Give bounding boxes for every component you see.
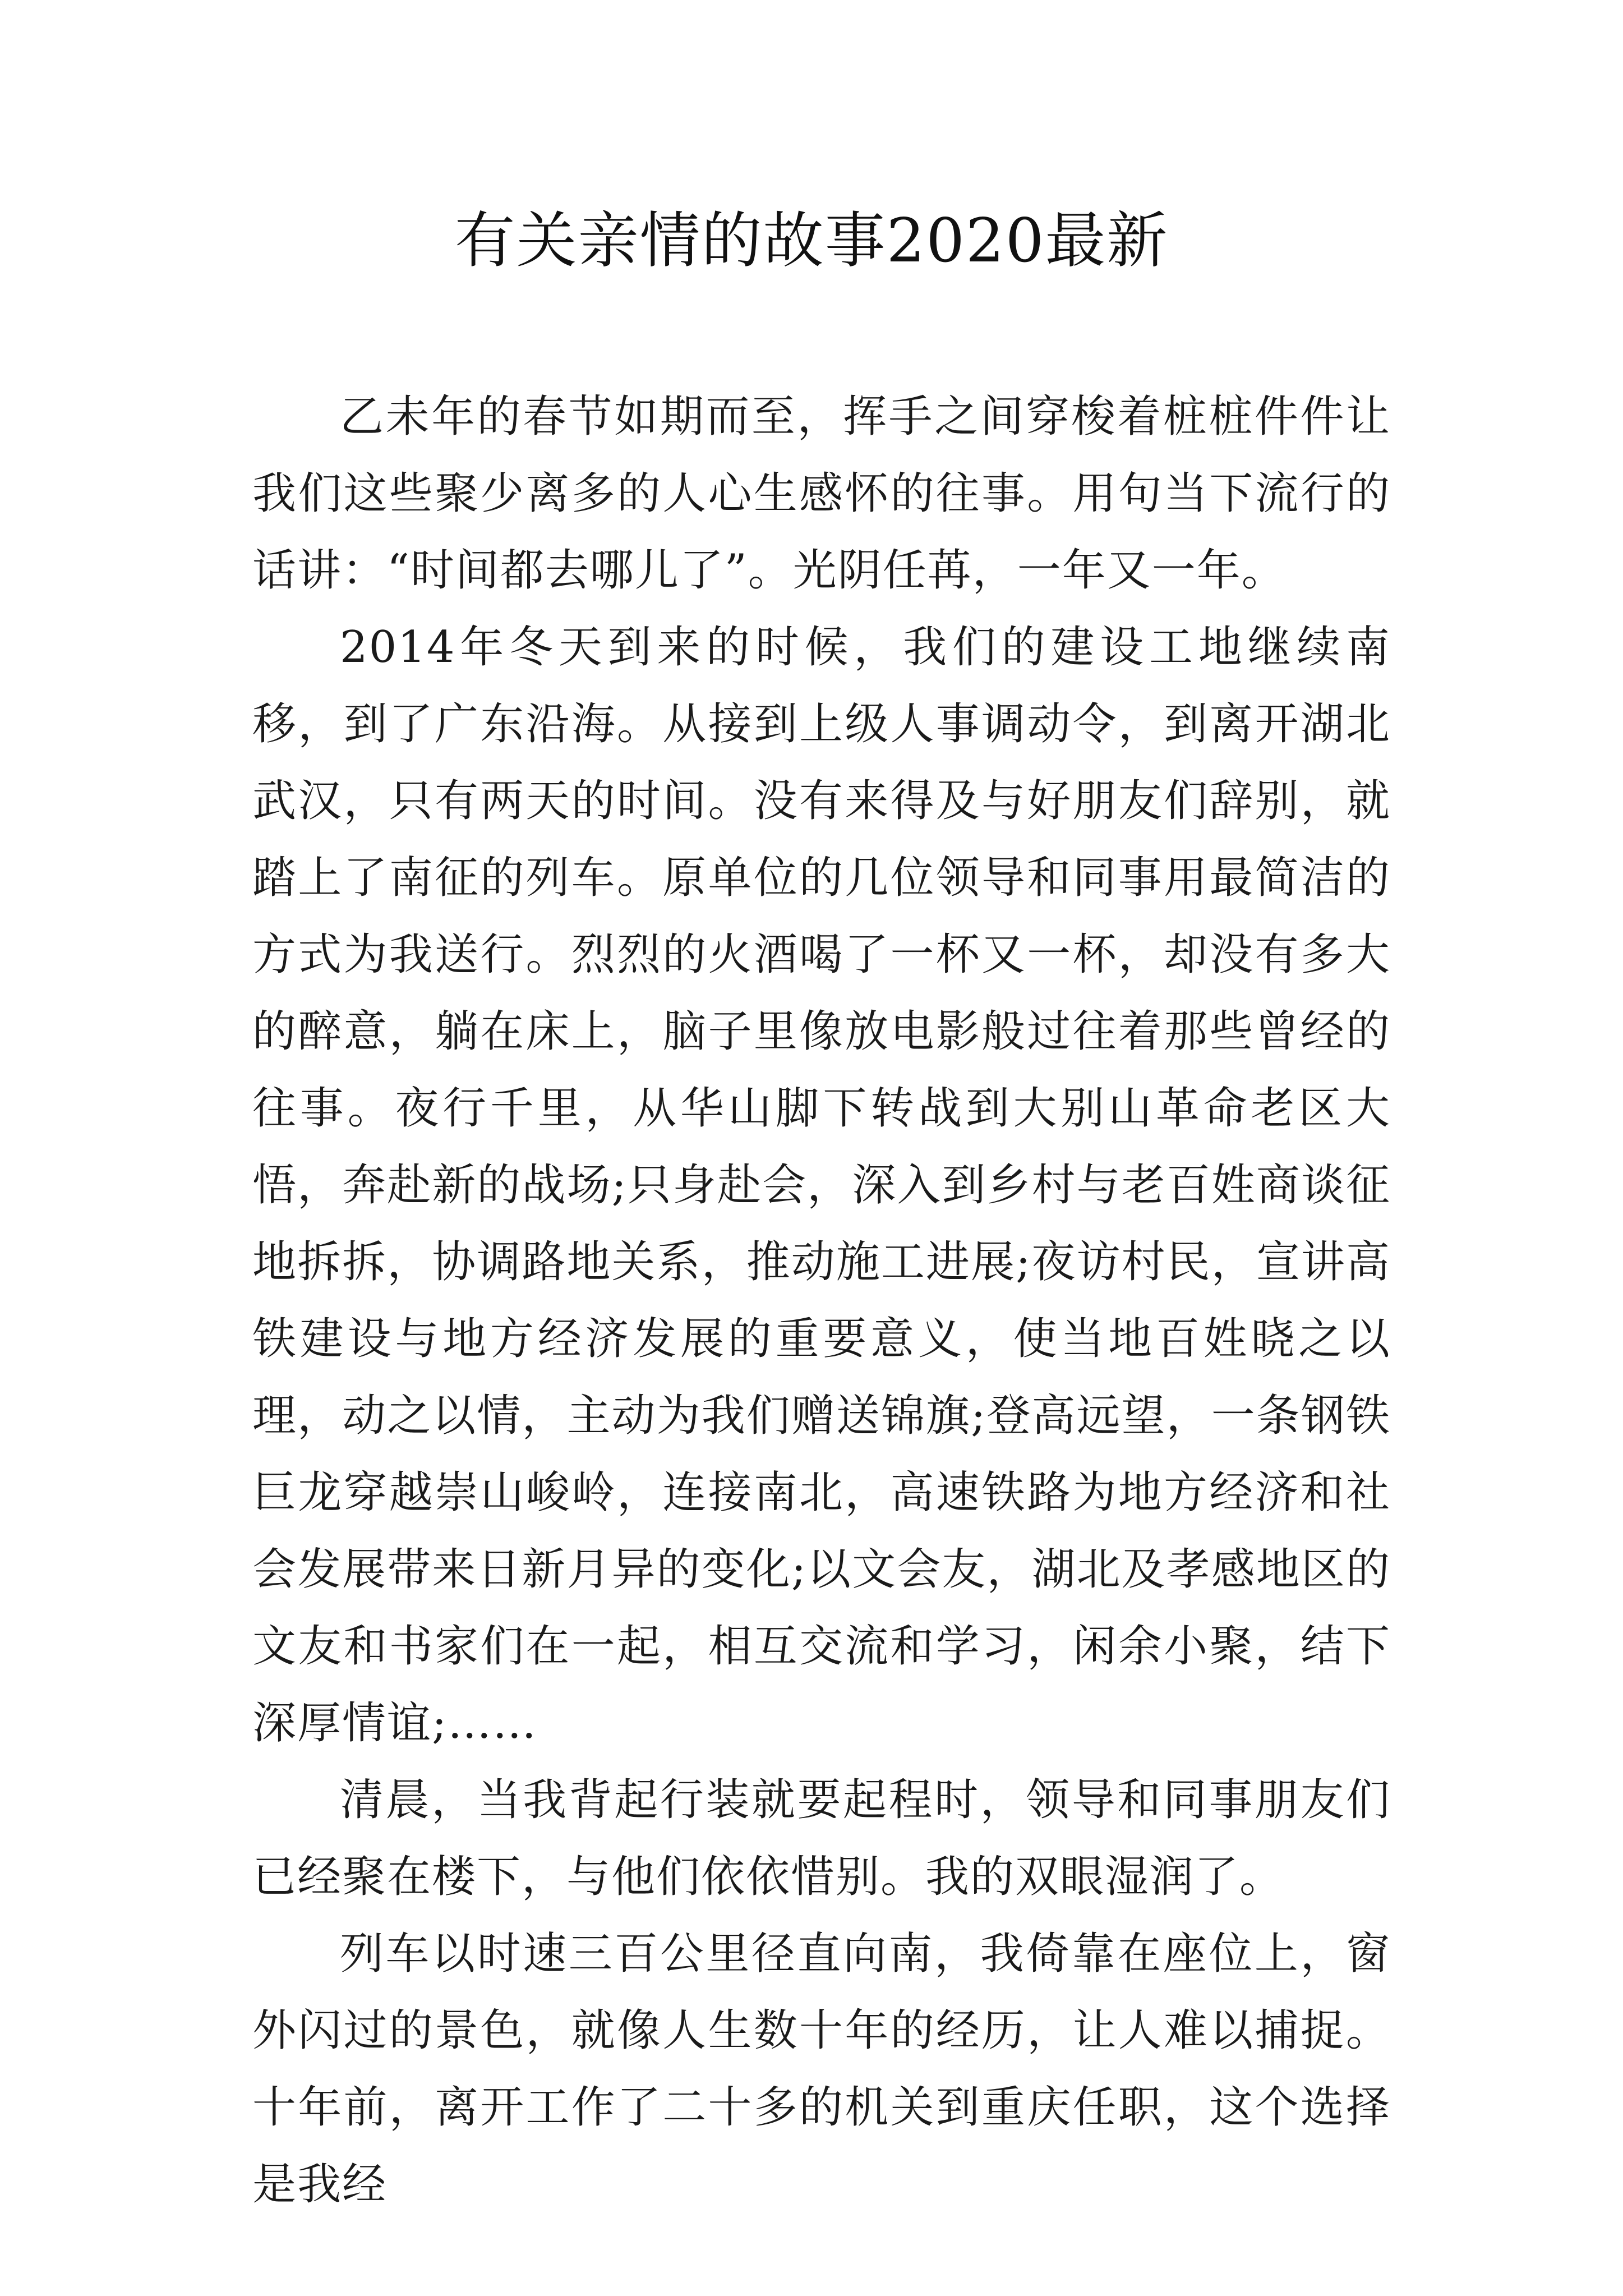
paragraph-3: 清晨，当我背起行装就要起程时，领导和同事朋友们已经聚在楼下，与他们依依惜别。我的双眼湿润了。	[252, 1775, 1391, 1902]
document-title: 有关亲情的故事2020最新	[454, 206, 1169, 276]
document-body	[252, 379, 1391, 2223]
paragraph-4: 列车以时速三百公里径直向南，我倚靠在座位上，窗外闪过的景色，就像人生数十年的经历，让人难以捕捉。十年前，离开工作了二十多的机关到重庆任职，这个选择是我经	[252, 1929, 1391, 2210]
paragraph-2: 2014年冬天到来的时候，我们的建设工地继续南移，到了广东沿海。从接到上级人事调动令，到离开湖北武汉，只有两天的时间。没有来得及与好朋友们辞别，就踏上了南征的列车。原单位的几位领导和同事用最简洁的方式为我送行。烈烈的火酒喝了一杯又一杯，却没有多大的醉意，躺在床上，脑子里像放电影般过往着那些曾经的往事。夜行千里，从华山脚下转战到大别山革命老区大悟，奔赴新的战场;只身赴会，深入到乡村与老百姓商谈征地拆拆，协调路地关系，推动施工进展;夜访村民，宣讲高铁建设与地方经济发展的重要意义，使当地百姓晓之以理，动之以情，主动为我们赠送锦旗;登高远望，一条钢铁巨龙穿越崇山峻岭，连接南北，高速铁路为地方经济和社会发展带来日新月异的变化;以文会友，湖北及孝感地区的文友和书家们在一起，相互交流和学习，闲余小聚，结下深厚情谊;……	[252, 622, 1391, 1749]
paragraph-1: 乙未年的春节如期而至，挥手之间穿梭着桩桩件件让我们这些聚少离多的人心生感怀的往事。用句当下流行的话讲：“时间都去哪儿了”。光阴任苒，一年又一年。	[252, 392, 1391, 596]
